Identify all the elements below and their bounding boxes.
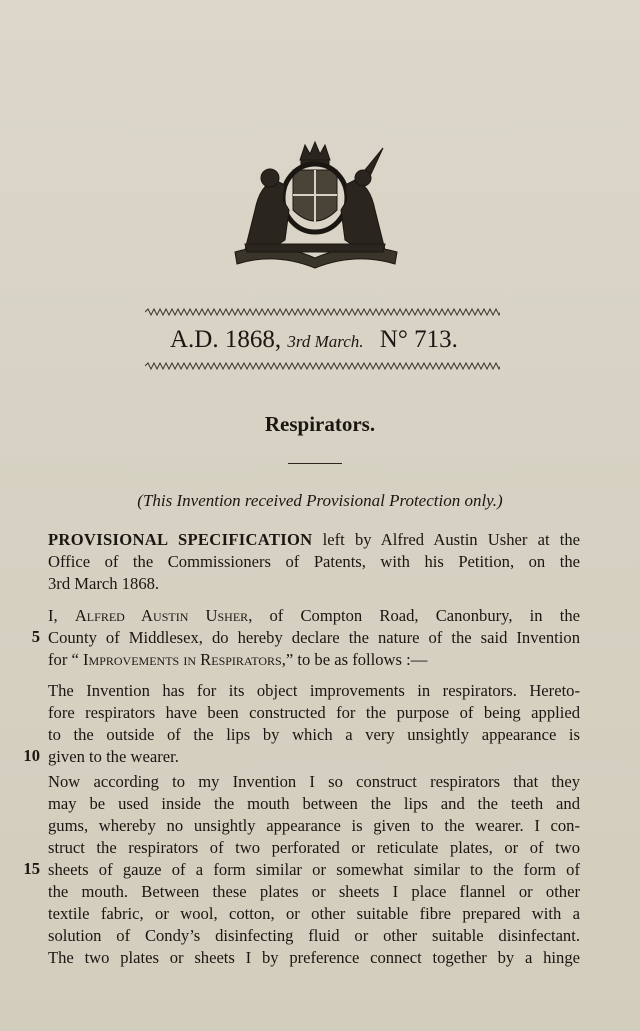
document-subtitle: (This Invention received Provisional Protection only.): [137, 491, 503, 510]
text-line: The two plates or sheets I by preference connect together by a hinge: [48, 948, 580, 967]
date-label: 3rd March.: [287, 332, 364, 351]
margin-line-number: 10: [23, 746, 40, 765]
text-line: The Invention has for its object improvements in respirators. Hereto-: [48, 681, 580, 700]
document-title: Respirators.: [264, 412, 376, 436]
paragraph-construction: [48, 771, 580, 969]
text-line: struct the respirators of two perforated or reticulate plates, or of two: [48, 838, 580, 857]
paragraph-provisional-specification: [48, 529, 580, 595]
text-line: to the outside of the lips by which a very unsightly appearance is: [48, 725, 580, 744]
royal-coat-of-arms-icon: [215, 140, 415, 270]
margin-line-number: 5: [31, 627, 40, 646]
text-line: Office of the Commissioners of Patents, with his Petition, on the: [48, 552, 580, 571]
patent-number: N° 713.: [379, 326, 458, 353]
patent-header: [170, 326, 500, 354]
text-line: given to the wearer.: [48, 747, 179, 766]
text-line: I, Alfred Austin Usher, of Compton Road, Canonbury, in the: [48, 606, 580, 625]
year-label: A.D. 1868,: [170, 326, 282, 353]
decorative-wavy-rule: [145, 308, 500, 316]
text-line: the mouth. Between these plates or sheets I place flannel or other: [48, 882, 580, 901]
margin-line-number: 15: [23, 859, 40, 878]
decorative-wavy-rule: [145, 362, 500, 370]
text-line: County of Middlesex, do hereby declare the nature of the said Invention: [48, 628, 580, 647]
text-line: Now according to my Invention I so construct respirators that they: [48, 772, 580, 791]
text-line: PROVISIONAL SPECIFICATION left by Alfred Austin Usher at the: [48, 530, 581, 549]
text-line: gums, whereby no unsightly appearance is given to the wearer. I con-: [48, 816, 580, 835]
text-line: may be used inside the mouth between the lips and the teeth and: [48, 794, 580, 813]
text-line: for “ Improvements in Respirators,” to be as follows :—: [48, 650, 428, 669]
text-line: 3rd March 1868.: [48, 574, 160, 593]
paragraph-object: [48, 680, 580, 768]
text-line: textile fabric, or wool, cotton, or other suitable fibre prepared with a: [48, 904, 580, 923]
divider: [288, 463, 342, 464]
text-line: solution of Condy’s disinfecting fluid or other suitable disinfectant.: [48, 926, 580, 945]
text-line: sheets of gauze of a form similar or somewhat similar to the form of: [48, 860, 580, 879]
text-line: fore respirators have been constructed for the purpose of being applied: [48, 703, 580, 722]
paragraph-declaration: [48, 605, 580, 671]
